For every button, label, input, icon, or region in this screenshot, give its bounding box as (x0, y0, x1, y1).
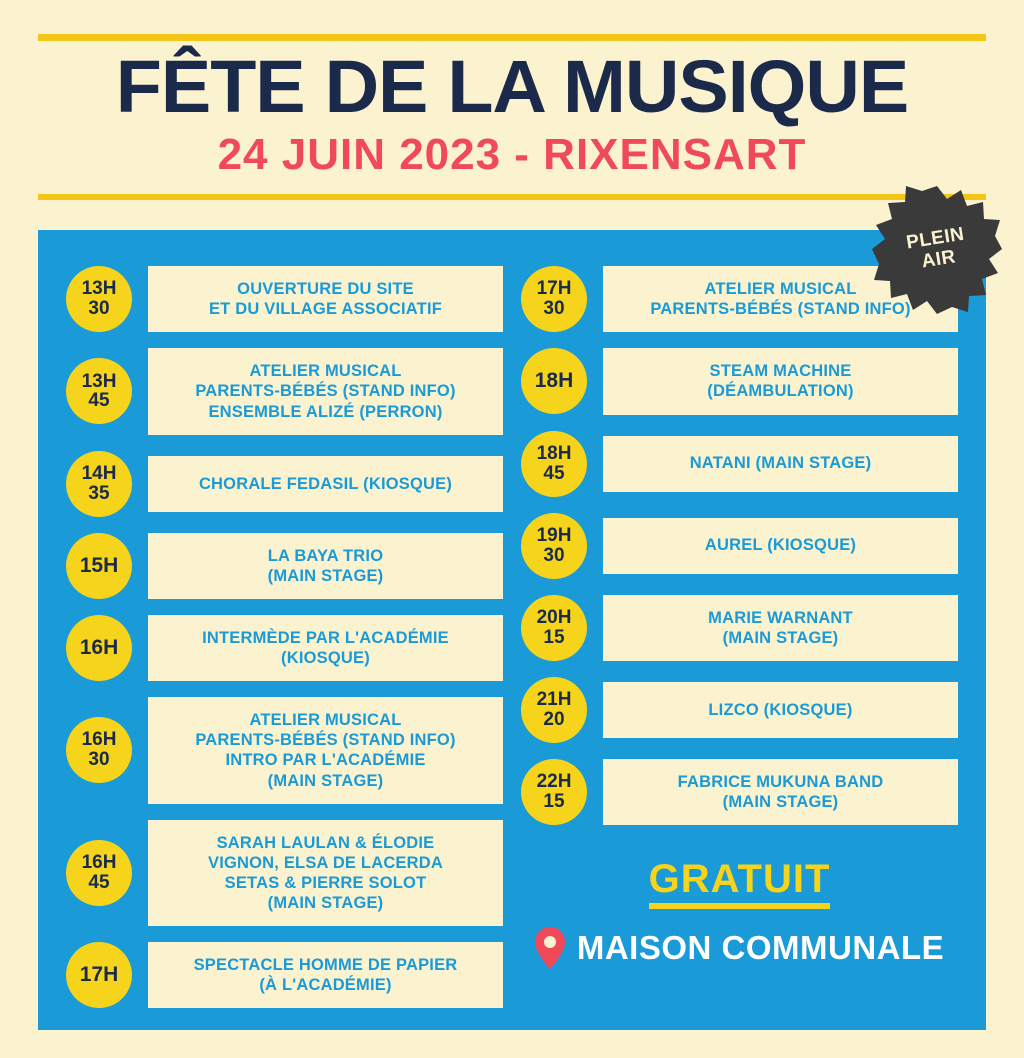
schedule-panel (38, 230, 986, 1030)
event-title-line: PARENTS-BÉBÉS (STAND INFO) (195, 731, 456, 750)
schedule-row (521, 348, 958, 414)
event-title (148, 615, 503, 681)
event-title-line: OUVERTURE DU SITE (237, 280, 414, 298)
event-time-minute: 30 (543, 544, 565, 566)
event-title-line: INTERMÈDE PAR L'ACADÉMIE (202, 628, 449, 647)
event-time (521, 266, 587, 332)
event-title-line: AUREL (KIOSQUE) (704, 536, 857, 555)
event-time (66, 451, 132, 517)
event-title-line: (MAIN STAGE) (722, 628, 839, 647)
event-time-minute: 20 (543, 708, 565, 730)
event-title-line: ET DU VILLAGE ASSOCIATIF (208, 300, 443, 319)
event-time-hour: 13H (81, 278, 117, 300)
event-title-line: VIGNON, ELSA DE LACERDA (207, 853, 443, 872)
event-time-hour: 16H (81, 851, 117, 873)
event-title-line: MARIE WARNANT (708, 608, 853, 627)
event-title-line: (KIOSQUE) (281, 649, 370, 667)
venue-row (535, 927, 944, 969)
event-time-hour: 21H (536, 688, 572, 710)
event-time-hour: 15H (79, 553, 119, 577)
event-time-hour: 19H (536, 524, 572, 546)
event-time (66, 942, 132, 1008)
schedule-row (66, 533, 503, 599)
event-time (521, 513, 587, 579)
event-title (603, 682, 958, 738)
event-title-line: (À L'ACADÉMIE) (259, 976, 392, 995)
event-title-line: ATELIER MUSICAL (704, 280, 857, 298)
venue-name: MAISON COMMUNALE (576, 929, 945, 966)
event-title-line: FABRICE MUKUNA BAND (677, 772, 884, 791)
event-title-line: SARAH LAULAN & ÉLODIE (216, 833, 435, 852)
event-title-line: SPECTACLE HOMME DE PAPIER (193, 956, 458, 975)
event-time-minute: 30 (543, 298, 565, 320)
event-time-minute: 15 (543, 626, 565, 648)
bottom-divider (38, 194, 986, 200)
event-title-line: (MAIN STAGE) (267, 894, 384, 912)
schedule-row (66, 615, 503, 681)
event-time (66, 533, 132, 599)
event-time (66, 717, 132, 783)
event-time (66, 358, 132, 424)
event-title (148, 942, 503, 1008)
event-title-line: NATANI (MAIN STAGE) (689, 454, 872, 473)
event-title-line: INTRO PAR L'ACADÉMIE (225, 751, 426, 770)
poster-header (0, 34, 1024, 200)
schedule-row (66, 820, 503, 927)
event-title (148, 266, 503, 332)
page-subtitle: 24 JUIN 2023 - RIXENSART (217, 129, 807, 179)
event-time (66, 266, 132, 332)
badge-line-2: AIR (920, 246, 958, 273)
event-time-hour: 16H (79, 635, 119, 659)
event-time-hour: 17H (79, 963, 119, 987)
schedule-column-left (66, 266, 503, 1010)
event-time-hour: 18H (534, 369, 574, 393)
event-time-minute: 45 (88, 390, 110, 412)
poster (0, 34, 1024, 1058)
schedule-row (521, 677, 958, 743)
schedule-row (66, 266, 503, 332)
schedule-row (66, 451, 503, 517)
event-title-line: ATELIER MUSICAL (249, 362, 402, 381)
schedule-row (66, 697, 503, 804)
top-divider (38, 34, 986, 41)
event-time-hour: 16H (81, 729, 117, 751)
event-time-minute: 45 (88, 871, 110, 893)
schedule-row (66, 942, 503, 1008)
event-time-hour: 13H (81, 370, 117, 392)
event-title (148, 348, 503, 434)
event-title (603, 595, 958, 661)
free-label: GRATUIT (649, 859, 831, 909)
event-title-line: LA BAYA TRIO (267, 546, 384, 565)
event-time (66, 840, 132, 906)
event-time-minute: 30 (88, 749, 110, 771)
schedule-row (521, 759, 958, 825)
event-title-line: (MAIN STAGE) (267, 566, 384, 585)
event-time-hour: 20H (536, 606, 572, 628)
plein-air-badge-text (863, 175, 1012, 324)
event-title-line: SETAS & PIERRE SOLOT (224, 873, 427, 892)
event-time-minute: 15 (543, 790, 565, 812)
event-time (66, 615, 132, 681)
schedule-row (521, 513, 958, 579)
event-time-minute: 30 (88, 298, 110, 320)
event-title-line: ATELIER MUSICAL (249, 711, 402, 730)
badge-line-1: PLEIN (904, 223, 966, 254)
event-time-hour: 18H (536, 442, 572, 464)
event-title-line: (DÉAMBULATION) (707, 382, 854, 401)
event-title (148, 820, 503, 927)
event-title (603, 759, 958, 825)
footer-block (521, 859, 958, 969)
event-title (603, 348, 958, 414)
event-time-hour: 17H (536, 278, 572, 300)
event-time (521, 348, 587, 414)
event-title (603, 436, 958, 492)
event-title-line: STEAM MACHINE (709, 362, 852, 381)
event-time-hour: 22H (536, 770, 572, 792)
schedule-row (66, 348, 503, 434)
event-title-line: ENSEMBLE ALIZÉ (PERRON) (208, 402, 443, 421)
event-time (521, 677, 587, 743)
event-title-line: PARENTS-BÉBÉS (STAND INFO) (195, 382, 456, 401)
event-title-line: LIZCO (KIOSQUE) (708, 700, 853, 719)
schedule-row (521, 595, 958, 661)
event-time (521, 595, 587, 661)
schedule-row (521, 431, 958, 497)
event-time (521, 431, 587, 497)
schedule-column-right (521, 266, 958, 1010)
event-time-hour: 14H (81, 462, 117, 484)
page-title: FÊTE DE LA MUSIQUE (115, 45, 909, 128)
plein-air-badge (872, 184, 1002, 314)
event-title-line: (MAIN STAGE) (722, 792, 839, 811)
location-pin-icon (535, 927, 565, 969)
event-title (603, 518, 958, 574)
event-title (148, 533, 503, 599)
event-title (148, 456, 503, 512)
event-title (148, 697, 503, 804)
event-title-line: (MAIN STAGE) (267, 771, 384, 790)
event-time (521, 759, 587, 825)
event-title-line: CHORALE FEDASIL (KIOSQUE) (198, 474, 453, 493)
event-title-line: PARENTS-BÉBÉS (STAND INFO) (650, 300, 911, 319)
event-time-minute: 35 (88, 482, 110, 504)
event-time-minute: 45 (543, 462, 565, 484)
